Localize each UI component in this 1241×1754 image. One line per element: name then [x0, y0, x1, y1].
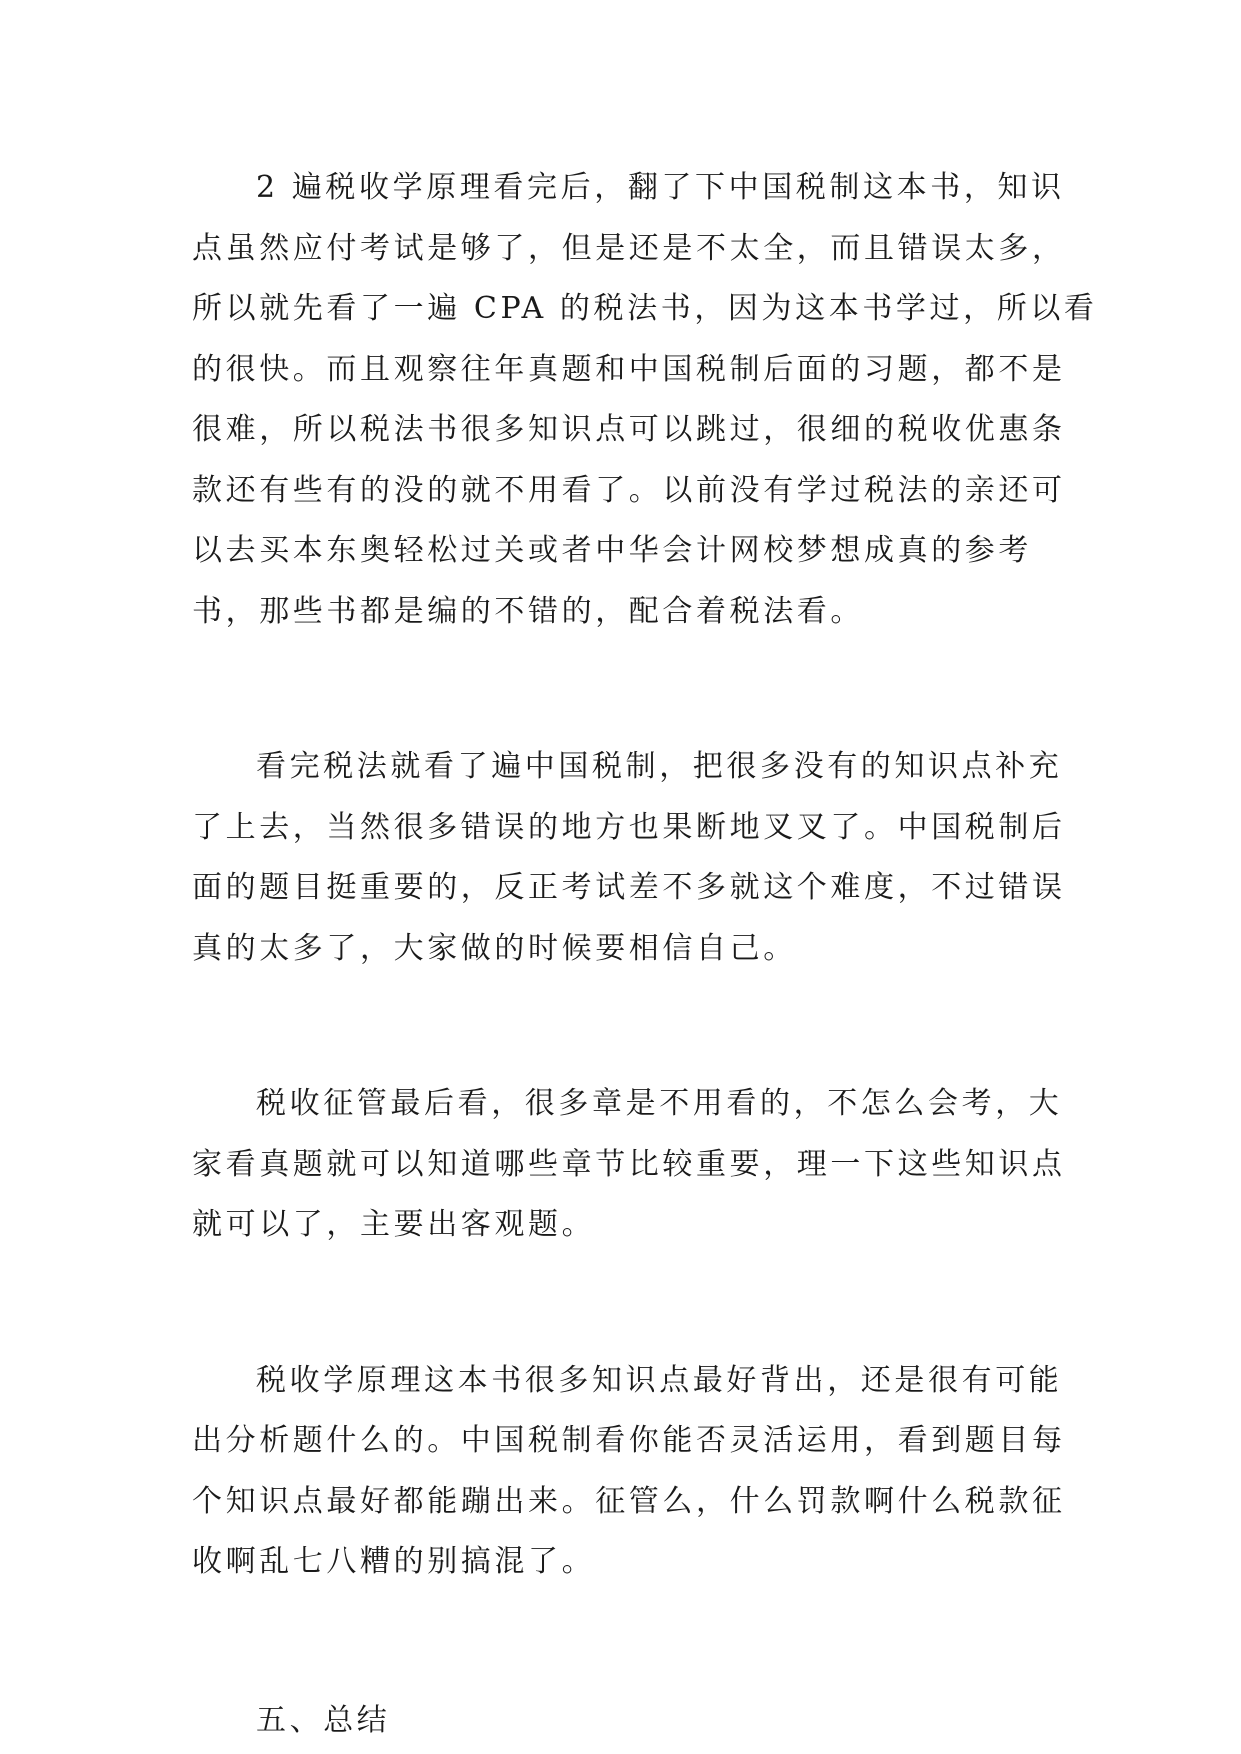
paragraph-line: 了上去，当然很多错误的地方也果断地叉叉了。中国税制后	[192, 809, 1066, 845]
paragraph-line: 书，那些书都是编的不错的，配合着税法看。	[192, 593, 864, 629]
paragraph-line: 以去买本东奥轻松过关或者中华会计网校梦想成真的参考	[192, 533, 1032, 568]
paragraph-tax-principles	[192, 1351, 1064, 1593]
document-body	[192, 158, 1098, 1751]
paragraph-line: 很难，所以税法书很多知识点可以跳过，很细的税收优惠条	[192, 412, 1066, 447]
paragraph-line: 2 遍税收学原理看完后，翻了下中国税制这本书，知识	[256, 170, 1065, 205]
paragraph-line: 真的太多了，大家做的时候要相信自己。	[192, 930, 797, 966]
paragraph-spacer	[192, 979, 1064, 1074]
paragraph-spacer	[192, 1256, 1064, 1351]
paragraph-china-tax-system	[192, 737, 1064, 979]
paragraph-line: 家看真题就可以知道哪些章节比较重要，理一下这些知识点	[192, 1146, 1066, 1182]
paragraph-line: 税收征管最后看，很多章是不用看的，不怎么会考，大	[256, 1086, 1063, 1121]
section-heading-summary: 五、总结	[256, 1702, 391, 1738]
paragraph-line: 收啊乱七八糟的别搞混了。	[192, 1544, 596, 1579]
paragraph-line: 点虽然应付考试是够了，但是还是不太全，而且错误太多，	[192, 230, 1066, 266]
paragraph-spacer	[192, 1593, 1064, 1691]
paragraph-spacer	[192, 642, 1064, 737]
paragraph-tax-administration	[192, 1074, 1064, 1256]
paragraph-line: 面的题目挺重要的，反正考试差不多就这个难度，不过错误	[192, 870, 1066, 905]
paragraph-line: 款还有些有的没的就不用看了。以前没有学过税法的亲还可	[192, 472, 1066, 508]
paragraph-line: 所以就先看了一遍 CPA 的税法书，因为这本书学过，所以看	[192, 291, 1098, 326]
paragraph-study-order	[192, 158, 1098, 642]
paragraph-line: 个知识点最好都能蹦出来。征管么，什么罚款啊什么税款征	[192, 1483, 1066, 1519]
paragraph-line: 就可以了，主要出客观题。	[192, 1207, 596, 1242]
paragraph-line: 的很快。而且观察往年真题和中国税制后面的习题，都不是	[192, 351, 1066, 387]
paragraph-line: 看完税法就看了遍中国税制，把很多没有的知识点补充	[256, 749, 1063, 784]
paragraph-line: 税收学原理这本书很多知识点最好背出，还是很有可能	[256, 1362, 1063, 1398]
paragraph-line: 出分析题什么的。中国税制看你能否灵活运用，看到题目每	[192, 1423, 1066, 1458]
